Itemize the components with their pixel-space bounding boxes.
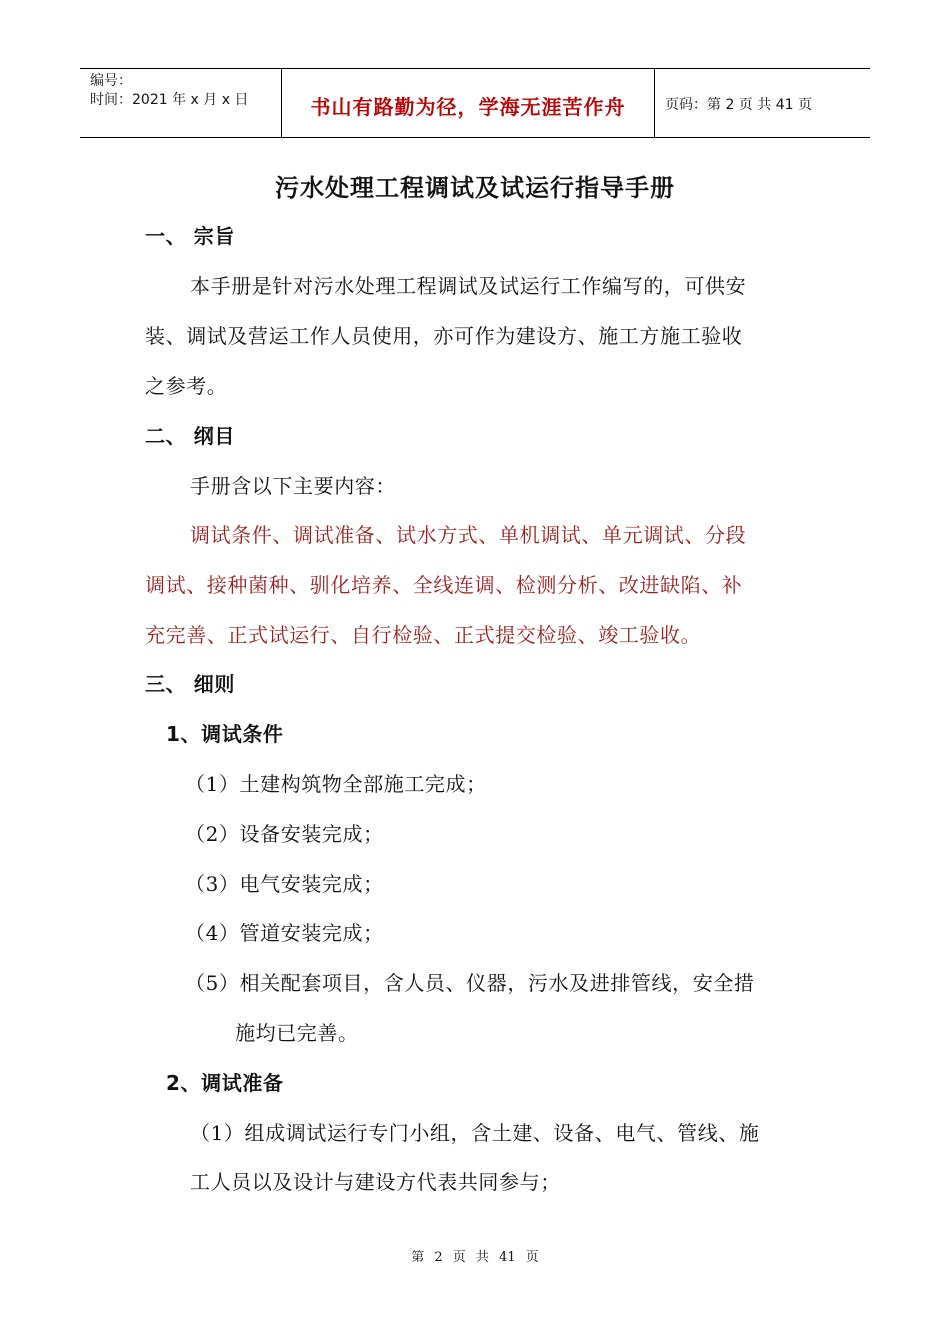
condition-item-2: （2）设备安装完成； — [185, 822, 384, 846]
code-label: 编号： — [90, 73, 132, 89]
header-table — [80, 68, 870, 138]
section-1-paragraph-line-2: 装、调试及营运工作人员使用，亦可作为建设方、施工方施工验收 — [145, 324, 743, 348]
subsection-2-heading: 2、调试准备 — [166, 1071, 284, 1095]
motto-text: 书山有路勤为径，学海无涯苦作舟 — [310, 94, 626, 119]
section-1-heading: 一、 宗旨 — [145, 224, 235, 248]
condition-item-4: （4）管道安装完成； — [185, 921, 384, 945]
section-1-paragraph-line-3: 之参考。 — [145, 374, 228, 398]
document-title: 污水处理工程调试及试运行指导手册 — [275, 174, 675, 202]
condition-item-3: （3）电气安装完成； — [185, 872, 384, 896]
condition-item-5-line-2: 施均已完善。 — [235, 1021, 359, 1045]
condition-item-5-line-1: （5）相关配套项目，含人员、仪器，污水及进排管线，安全措 — [185, 971, 755, 995]
section-2-heading: 二、 纲目 — [145, 424, 235, 448]
header-page-cell — [655, 69, 870, 137]
section-3-heading: 三、 细则 — [145, 672, 235, 696]
page-info: 页码：第 2 页 共 41 页 — [665, 97, 812, 113]
contents-list-line-1: 调试条件、调试准备、试水方式、单机调试、单元调试、分段 — [190, 523, 747, 547]
subsection-1-heading: 1、调试条件 — [166, 722, 284, 746]
section-1-paragraph-line-1: 本手册是针对污水处理工程调试及试运行工作编写的，可供安 — [190, 274, 747, 298]
page-footer: 第 2 页 共 41 页 — [411, 1250, 539, 1265]
preparation-item-1-line-2: 工人员以及设计与建设方代表共同参与； — [190, 1170, 561, 1194]
section-2-intro: 手册含以下主要内容： — [190, 474, 396, 498]
contents-list-line-3: 充完善、正式试运行、自行检验、正式提交检验、竣工验收。 — [145, 623, 702, 647]
contents-list-line-2: 调试、接种菌种、驯化培养、全线连调、检测分析、改进缺陷、补 — [145, 573, 743, 597]
time-label: 时间：2021 年 x 月 x 日 — [90, 92, 249, 108]
header-motto-cell — [282, 69, 655, 137]
preparation-item-1-line-1: （1）组成调试运行专门小组，含土建、设备、电气、管线、施 — [190, 1121, 760, 1145]
condition-item-1: （1）土建构筑物全部施工完成； — [185, 772, 487, 796]
header-meta-cell — [80, 69, 282, 137]
